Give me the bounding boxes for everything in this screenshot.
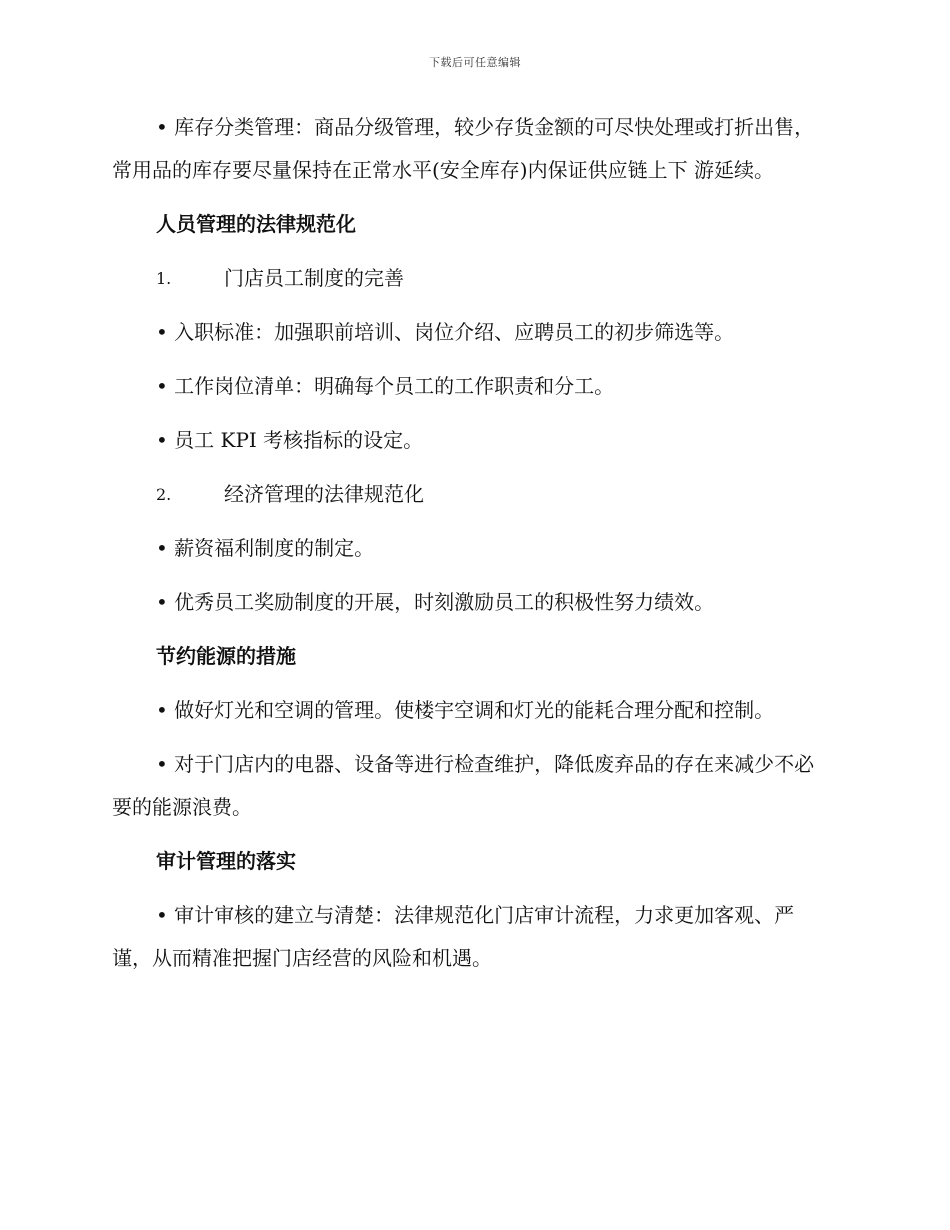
paragraph-audit: • 审计审核的建立与清楚：法律规范化门店审计流程，力求更加客观、严谨，从而精准把握门店经营的风险和机遇。 — [112, 903, 795, 970]
numbered-item-2 — [112, 473, 828, 516]
section-heading-audit: 审计管理的落实 — [156, 849, 296, 873]
paragraph-lighting-ac: • 做好灯光和空调的管理。使楼宇空调和灯光的能耗合理分配和控制。 — [156, 698, 775, 722]
item-text: 经济管理的法律规范化 — [224, 482, 424, 506]
paragraph-inventory-classification: • 库存分类管理：商品分级管理，较少存货金额的可尽快处理或打折出售，常用品的库存要尽量保持在正常水平(安全库存)内保证供应链上下 游延续。 — [112, 115, 815, 182]
paragraph-equipment: • 对于门店内的电器、设备等进行检查维护，降低废弃品的存在来减少不必要的能源浪费。 — [112, 752, 815, 819]
paragraph-hiring-standard: • 入职标准：加强职前培训、岗位介绍、应聘员工的初步筛选等。 — [156, 320, 735, 344]
page-header: 下载后可任意编辑 — [429, 56, 521, 69]
item-number: 1. — [156, 269, 172, 288]
item-text: 门店员工制度的完善 — [224, 266, 404, 290]
paragraph-salary: • 薪资福利制度的制定。 — [156, 536, 375, 560]
paragraph-kpi: • 员工 KPI 考核指标的设定。 — [156, 428, 424, 452]
section-heading-personnel: 人员管理的法律规范化 — [156, 212, 356, 236]
paragraph-job-list: • 工作岗位清单：明确每个员工的工作职责和分工。 — [156, 374, 615, 398]
document-body — [112, 106, 828, 991]
paragraph-reward: • 优秀员工奖励制度的开展，时刻激励员工的积极性努力绩效。 — [156, 590, 715, 614]
numbered-item-1 — [112, 257, 828, 300]
section-heading-energy: 节约能源的措施 — [156, 644, 296, 668]
item-number: 2. — [156, 485, 172, 504]
